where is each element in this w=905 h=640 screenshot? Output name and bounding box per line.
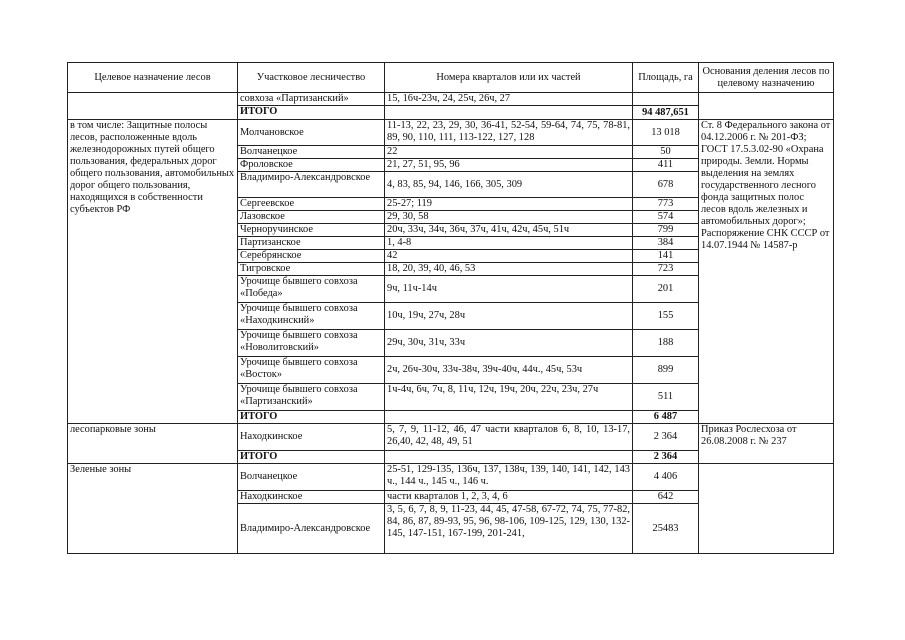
- forestry-cell: совхоза «Партизанский»: [238, 93, 385, 106]
- area-cell: 384: [633, 237, 699, 250]
- quarters-cell: 21, 27, 51, 95, 96: [385, 159, 633, 172]
- header-basis: Основания деления лесов по целевому назначению: [699, 63, 834, 93]
- quarters-cell: 29ч, 30ч, 31ч, 33ч: [385, 330, 633, 357]
- area-cell: 574: [633, 211, 699, 224]
- quarters-cell: 15, 16ч-23ч, 24, 25ч, 26ч, 27: [385, 93, 633, 106]
- forestry-cell: Черноручинское: [238, 224, 385, 237]
- forestry-cell: Серебрянское: [238, 250, 385, 263]
- basis-cell-empty: [699, 464, 834, 554]
- forestry-cell: Урочище бывшего совхоза «Восток»: [238, 357, 385, 384]
- quarters-cell: 22: [385, 146, 633, 159]
- area-cell: 188: [633, 330, 699, 357]
- quarters-cell: [385, 106, 633, 120]
- forestry-cell: Урочище бывшего совхоза «Партизанский»: [238, 384, 385, 411]
- area-cell: 411: [633, 159, 699, 172]
- total-label: ИТОГО: [238, 106, 385, 120]
- quarters-cell: 10ч, 19ч, 27ч, 28ч: [385, 303, 633, 330]
- total-area: 6 487: [633, 411, 699, 424]
- total-area: 94 487,651: [633, 106, 699, 120]
- forestry-cell: Урочище бывшего совхоза «Находкинский»: [238, 303, 385, 330]
- area-cell: 4 406: [633, 464, 699, 491]
- table-row: [68, 93, 834, 106]
- total-area: 2 364: [633, 451, 699, 464]
- quarters-cell: 25-27; 119: [385, 198, 633, 211]
- forestry-cell: Лазовское: [238, 211, 385, 224]
- area-cell: 511: [633, 384, 699, 411]
- forestry-cell: Урочище бывшего совхоза «Новолитовский»: [238, 330, 385, 357]
- quarters-cell: 11-13, 22, 23, 29, 30, 36-41, 52-54, 59-64, 74, 75, 78-81, 89, 90, 110, 111, 113-122, 127, 128: [385, 120, 633, 146]
- quarters-cell: 4, 83, 85, 94, 146, 166, 305, 309: [385, 172, 633, 198]
- purpose-green-zones: Зеленые зоны: [68, 464, 238, 554]
- quarters-cell: 20ч, 33ч, 34ч, 36ч, 37ч, 41ч, 42ч, 45ч, 51ч: [385, 224, 633, 237]
- header-forestry: Участковое лесничество: [238, 63, 385, 93]
- header-row: [68, 63, 834, 93]
- area-cell: 201: [633, 276, 699, 303]
- quarters-cell: 1, 4-8: [385, 237, 633, 250]
- quarters-cell: 5, 7, 9, 11-12, 46, 47 части кварталов 6, 8, 10, 13-17, 26,40, 42, 48, 49, 51: [385, 424, 633, 451]
- area-cell: 723: [633, 263, 699, 276]
- header-quarters: Номера кварталов или их частей: [385, 63, 633, 93]
- quarters-cell: 18, 20, 39, 40, 46, 53: [385, 263, 633, 276]
- purpose-cell-empty: [68, 93, 238, 120]
- area-cell: 799: [633, 224, 699, 237]
- table-row: [68, 464, 834, 491]
- forest-purpose-table: [67, 62, 834, 554]
- area-cell: 50: [633, 146, 699, 159]
- area-cell: 773: [633, 198, 699, 211]
- area-cell: 678: [633, 172, 699, 198]
- purpose-forest-park-zones: лесопарковые зоны: [68, 424, 238, 464]
- forestry-cell: Волчанецкое: [238, 146, 385, 159]
- quarters-cell: 1ч-4ч, 6ч, 7ч, 8, 11ч, 12ч, 19ч, 20ч, 22ч, 23ч, 27ч: [385, 384, 633, 411]
- forestry-cell: Находкинское: [238, 491, 385, 504]
- forestry-cell: Волчанецкое: [238, 464, 385, 491]
- forestry-cell: Партизанское: [238, 237, 385, 250]
- quarters-cell: 25-51, 129-135, 136ч, 137, 138ч, 139, 140, 141, 142, 143 ч., 144 ч., 145 ч., 146 ч.: [385, 464, 633, 491]
- forestry-cell: Сергеевское: [238, 198, 385, 211]
- area-cell: 141: [633, 250, 699, 263]
- forestry-cell: Фроловское: [238, 159, 385, 172]
- purpose-protective-strips: в том числе: Защитные полосы лесов, расположенные вдоль железнодорожных путей общего пользования, федеральных дорог общего пользования, автомобильных дорог общего пользования, находящихся в собственности субъектов РФ: [68, 120, 238, 424]
- forestry-cell: Урочище бывшего совхоза «Победа»: [238, 276, 385, 303]
- area-cell: 899: [633, 357, 699, 384]
- forestry-cell: Находкинское: [238, 424, 385, 451]
- basis-rosleskhoz-order: Приказ Рослесхоза от 26.08.2008 г. № 237: [699, 424, 834, 464]
- forestry-cell: Владимиро-Александровское: [238, 172, 385, 198]
- area-cell: 25483: [633, 504, 699, 554]
- table-row: [68, 424, 834, 451]
- area-cell: [633, 93, 699, 106]
- forestry-cell: Тигровское: [238, 263, 385, 276]
- quarters-cell: 9ч, 11ч-14ч: [385, 276, 633, 303]
- quarters-cell: 42: [385, 250, 633, 263]
- quarters-cell-empty: [385, 411, 633, 424]
- area-cell: 155: [633, 303, 699, 330]
- area-cell: 2 364: [633, 424, 699, 451]
- quarters-cell: 2ч, 26ч-30ч, 33ч-38ч, 39ч-40ч, 44ч., 45ч, 53ч: [385, 357, 633, 384]
- forestry-cell: Молчановское: [238, 120, 385, 146]
- forestry-cell: Владимиро-Александровское: [238, 504, 385, 554]
- quarters-cell-empty: [385, 451, 633, 464]
- area-cell: 642: [633, 491, 699, 504]
- quarters-cell: части кварталов 1, 2, 3, 4, 6: [385, 491, 633, 504]
- total-label: ИТОГО: [238, 451, 385, 464]
- header-area: Площадь, га: [633, 63, 699, 93]
- quarters-cell: 3, 5, 6, 7, 8, 9, 11-23, 44, 45, 47-58, 67-72, 74, 75, 77-82, 84, 86, 87, 89-93, 95, 96, 98-106, 109-125, 129, 130, 132-145, 147-151, 167-199, 201-241,: [385, 504, 633, 554]
- table-row: [68, 120, 834, 146]
- total-label: ИТОГО: [238, 411, 385, 424]
- basis-federal-law: Ст. 8 Федерального закона от 04.12.2006 г. № 201-ФЗ; ГОСТ 17.5.3.02-90 «Охрана природы. Земли. Нормы выделения на землях государственного лесного фонда защитных полос лесов вдоль железных и автомобильных дорог»; Распоряжение СНК СССР от 14.07.1944 № 14587-р: [699, 120, 834, 424]
- quarters-cell: 29, 30, 58: [385, 211, 633, 224]
- area-cell: 13 018: [633, 120, 699, 146]
- basis-cell-empty: [699, 93, 834, 120]
- header-purpose: Целевое назначение лесов: [68, 63, 238, 93]
